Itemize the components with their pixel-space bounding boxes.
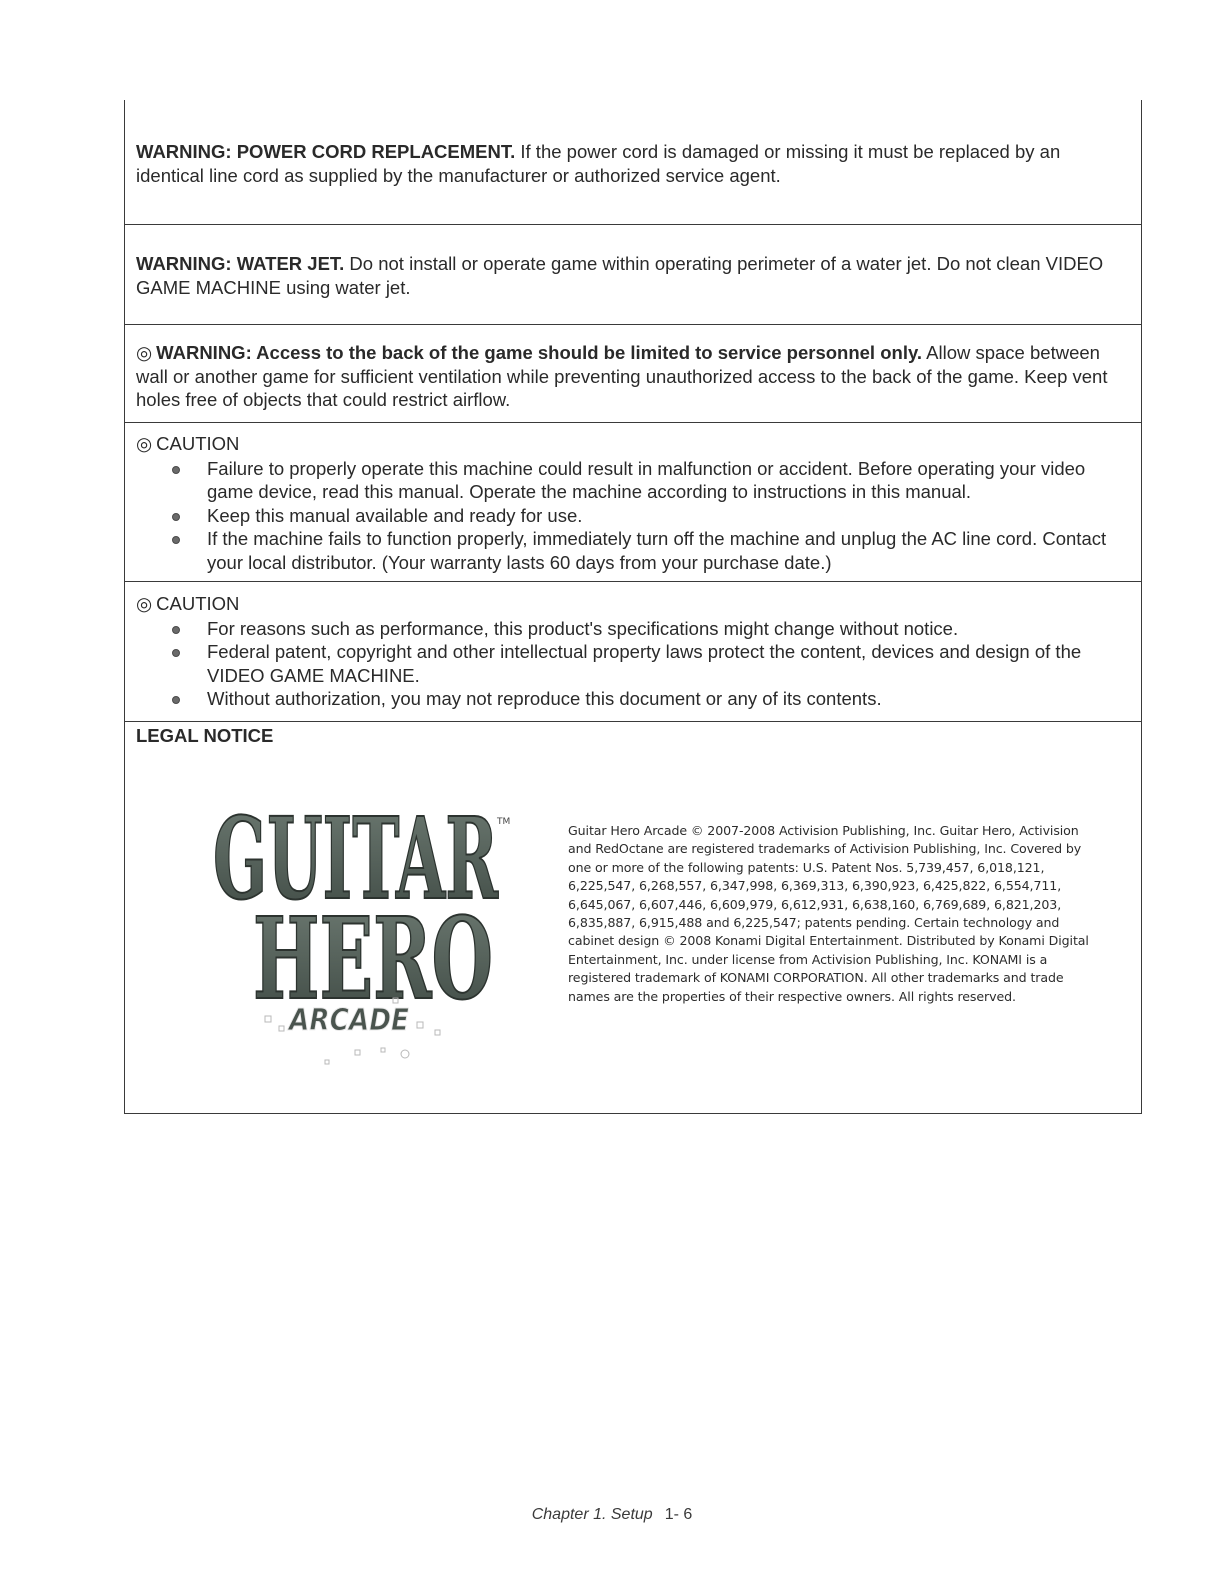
caution-symbol-icon: ◎: [136, 433, 153, 454]
caution-list-1: [136, 456, 1131, 575]
caution-section-2: [125, 581, 1141, 722]
warning-water-jet: [125, 224, 1141, 325]
warning-power-cord: [125, 140, 1141, 224]
page-footer: [0, 1506, 1224, 1524]
warning-back-access-lead: WARNING: Access to the back of the game should be limited to service personnel only.: [156, 342, 923, 363]
logo-line-hero: HERO: [253, 894, 493, 1025]
list-item: Keep this manual available and ready for use.: [136, 504, 1131, 528]
caution-list-2: [136, 616, 1131, 711]
warning-power-cord-lead: WARNING: POWER CORD REPLACEMENT.: [136, 141, 516, 162]
footer-page-number: 1- 6: [664, 1506, 693, 1523]
caution-section-1: [125, 422, 1141, 582]
logo-line-guitar: GUITAR: [213, 794, 499, 925]
legal-notice-text: Guitar Hero Arcade © 2007-2008 Activision Publishing, Inc. Guitar Hero, Activision and RedOctane are registered trademarks of Activision Publishing, Inc. Covered by one or more of the following patents: U.S. Patent Nos. 5,739,457, 6,018,121, 6,225,547, 6,268,557, 6,347,998, 6,369,313, 6,390,923, 6,425,822, 6,554,711, 6,645,067, 6,607,446, 6,609,979, 6,612,931, 6,638,160, 6,769,689, 6,821,203, 6,835,887, 6,915,488 and 6,225,547; patents pending. Certain technology and cabinet design © 2008 Konami Digital Entertainment. Distributed by Konami Digital Entertainment, Inc. under license from Activision Publishing, Inc. KONAMI is a registered trademark of KONAMI CORPORATION. All other trademarks and trade names are the properties of their respective owners. All rights reserved.: [568, 823, 1089, 1004]
logo-line-arcade: ARCADE: [287, 1003, 410, 1038]
warning-symbol-icon: ◎: [136, 342, 153, 363]
warning-water-jet-lead: WARNING: WATER JET.: [136, 253, 345, 274]
list-item: Failure to properly operate this machine could result in malfunction or accident. Before operating your video game device, read this manual. Operate the machine according to instructions in this manual.: [136, 457, 1131, 504]
caution-title-1: CAUTION: [156, 433, 240, 454]
warning-back-access: [125, 324, 1141, 423]
caution-heading-1: [136, 432, 1131, 456]
warning-back-access-text: Allow space between wall or another game for sufficient ventilation while preventing unauthorized access to the back of the game. Keep vent holes free of objects that could restrict airflow.: [136, 342, 1108, 410]
notice-frame: [124, 100, 1142, 1114]
list-item: Without authorization, you may not reproduce this document or any of its contents.: [136, 687, 1131, 711]
logo-trademark: TM: [497, 817, 511, 827]
list-item: For reasons such as performance, this product's specifications might change without notice.: [136, 617, 1131, 641]
legal-notice-title: LEGAL NOTICE: [136, 725, 274, 746]
list-item: If the machine fails to function properly, immediately turn off the machine and unplug the AC line cord. Contact your local distributor. (Your warranty lasts 60 days from your purchase date.): [136, 527, 1131, 574]
guitar-hero-arcade-logo: [185, 780, 545, 1080]
caution-symbol-icon: ◎: [136, 593, 153, 614]
warning-water-jet-text: Do not install or operate game within operating perimeter of a water jet. Do not clean VIDEO GAME MACHINE using water jet.: [136, 253, 1104, 298]
footer-chapter: Chapter 1. Setup: [531, 1506, 653, 1523]
caution-title-2: CAUTION: [156, 593, 240, 614]
caution-heading-2: [136, 592, 1131, 616]
list-item: Federal patent, copyright and other intellectual property laws protect the content, devices and design of the VIDEO GAME MACHINE.: [136, 640, 1131, 687]
warning-power-cord-text: If the power cord is damaged or missing it must be replaced by an identical line cord as supplied by the manufacturer or authorized service agent.: [136, 141, 1061, 186]
